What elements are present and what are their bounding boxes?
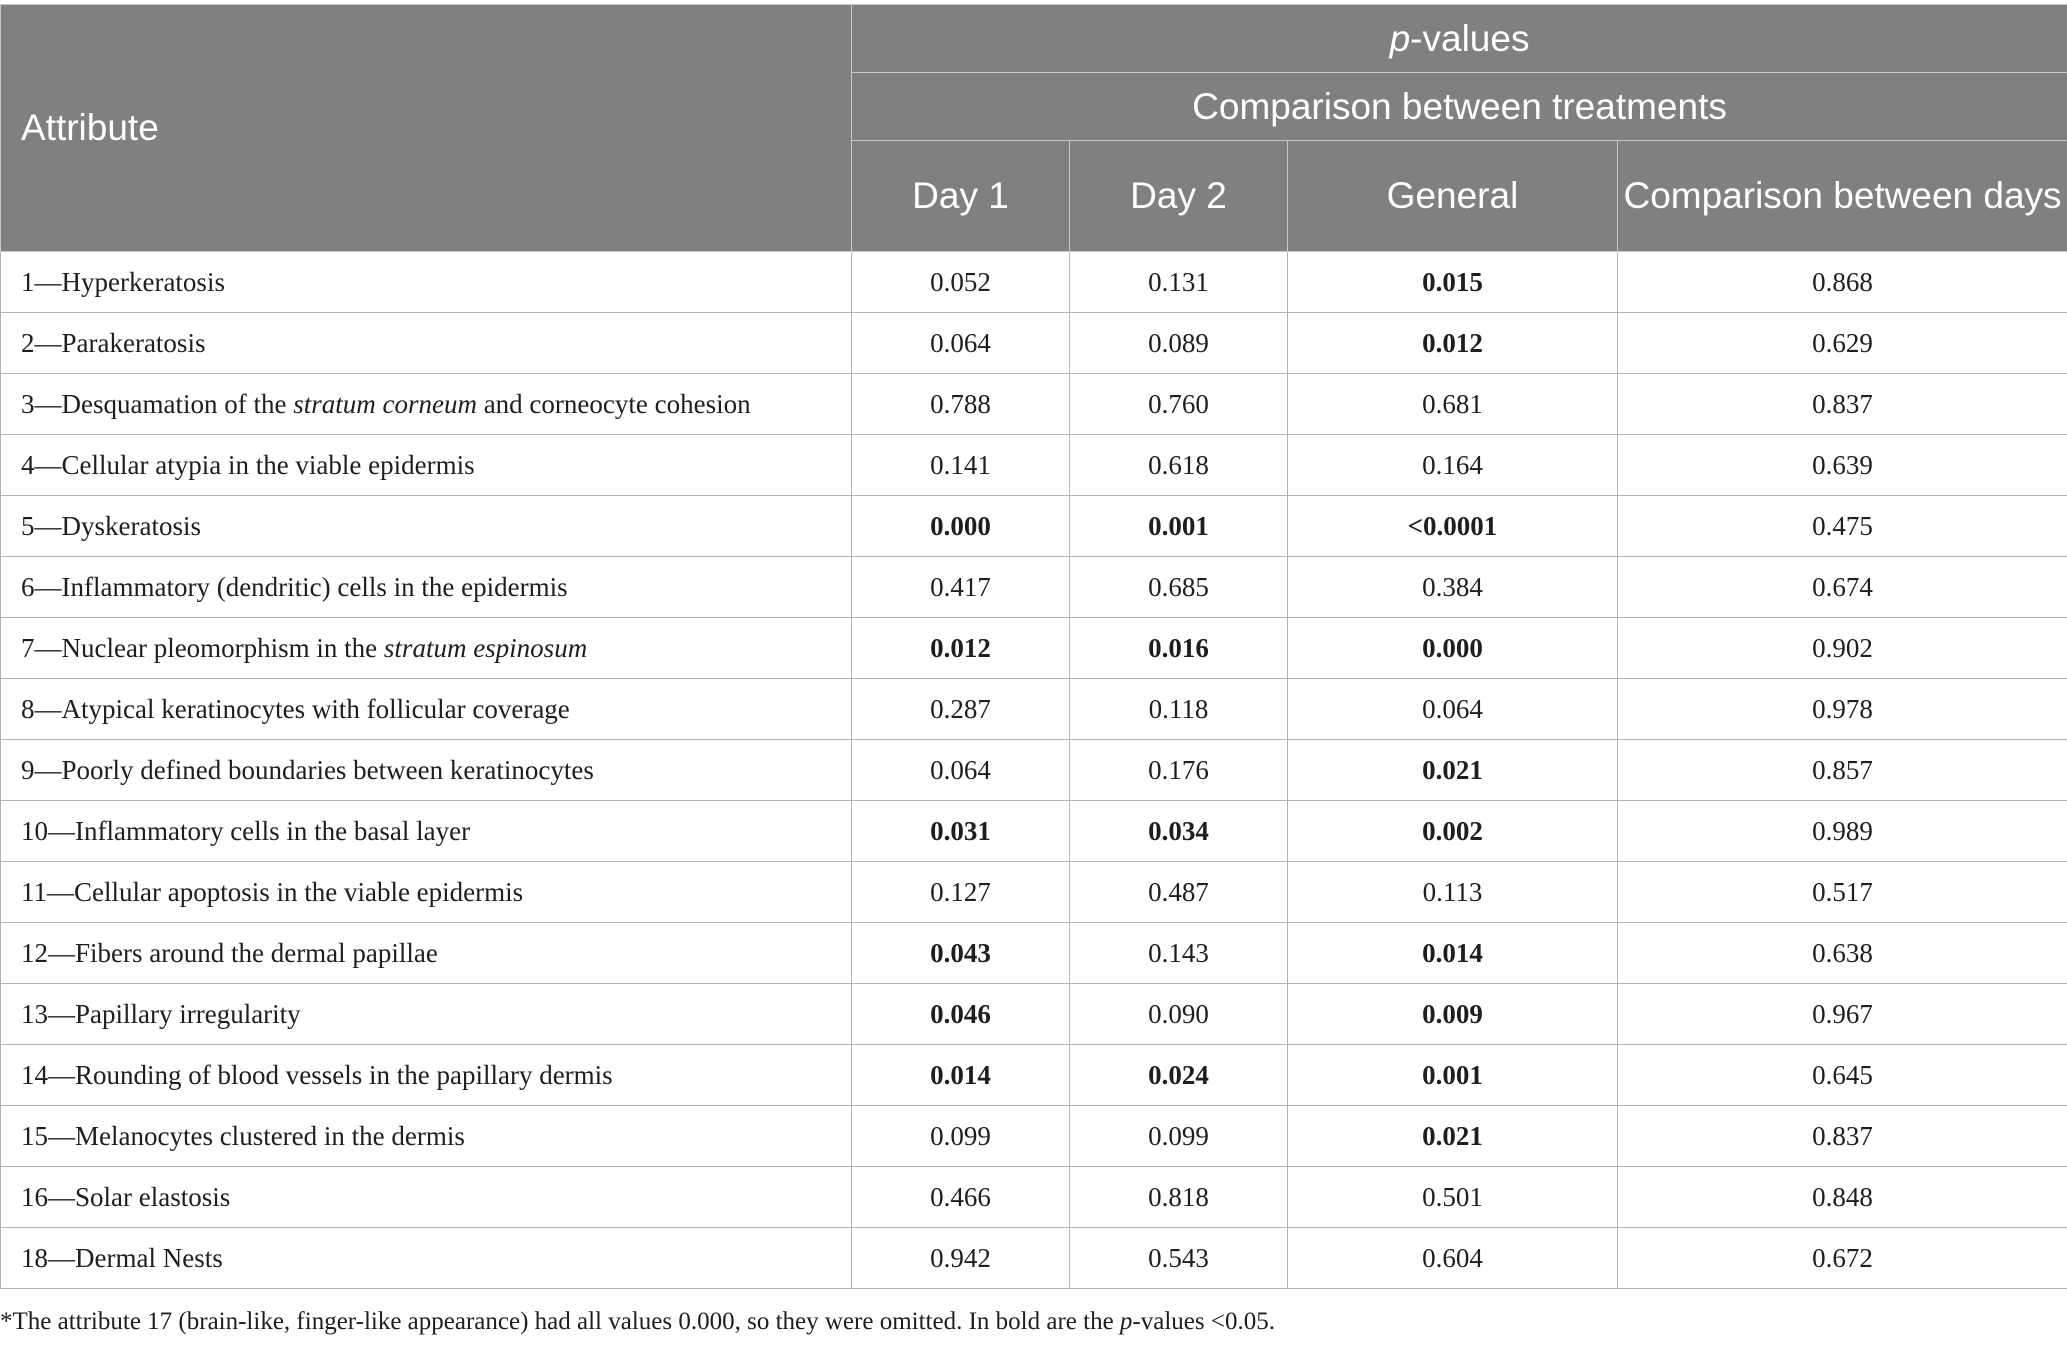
attribute-name xyxy=(1,1167,852,1228)
between-days-value: 0.629 xyxy=(1618,313,2067,374)
attribute-name xyxy=(1,496,852,557)
attribute-italic-term: stratum espinosum xyxy=(383,632,588,663)
attribute-name xyxy=(1,1045,852,1106)
table-row xyxy=(1,740,2067,801)
day2-value: 0.090 xyxy=(1070,984,1288,1045)
attribute-name xyxy=(1,801,852,862)
header-values-suffix: -values xyxy=(1410,17,1530,59)
table-row xyxy=(1,1045,2067,1106)
table-header xyxy=(1,5,2067,252)
between-days-value: 0.837 xyxy=(1618,1106,2067,1167)
attribute-text: 14—Rounding of blood vessels in the papillary dermis xyxy=(21,1059,613,1090)
attribute-italic-term: stratum corneum xyxy=(293,388,477,419)
attribute-text: 18—Dermal Nests xyxy=(21,1242,223,1273)
attribute-text: 7—Nuclear pleomorphism in the xyxy=(21,632,384,663)
between-days-value: 0.475 xyxy=(1618,496,2067,557)
attribute-text: 15—Melanocytes clustered in the dermis xyxy=(21,1120,465,1151)
table-row xyxy=(1,496,2067,557)
header-row-1 xyxy=(1,5,2067,73)
between-days-value: 0.902 xyxy=(1618,618,2067,679)
header-p-values xyxy=(852,5,2067,73)
attribute-text: 13—Papillary irregularity xyxy=(21,998,301,1029)
attribute-name xyxy=(1,252,852,313)
day1-value: 0.031 xyxy=(852,801,1070,862)
day1-value: 0.141 xyxy=(852,435,1070,496)
general-value: 0.064 xyxy=(1288,679,1618,740)
day2-value: 0.131 xyxy=(1070,252,1288,313)
attribute-name xyxy=(1,923,852,984)
day2-value: 0.099 xyxy=(1070,1106,1288,1167)
general-value: 0.604 xyxy=(1288,1228,1618,1289)
day1-value: 0.127 xyxy=(852,862,1070,923)
between-days-value: 0.978 xyxy=(1618,679,2067,740)
day2-value: 0.016 xyxy=(1070,618,1288,679)
day1-value: 0.014 xyxy=(852,1045,1070,1106)
table-row xyxy=(1,862,2067,923)
attribute-name xyxy=(1,557,852,618)
between-days-value: 0.672 xyxy=(1618,1228,2067,1289)
between-days-value: 0.857 xyxy=(1618,740,2067,801)
general-value: 0.001 xyxy=(1288,1045,1618,1106)
p-values-table xyxy=(0,4,2067,1289)
day2-value: 0.118 xyxy=(1070,679,1288,740)
general-value: 0.021 xyxy=(1288,740,1618,801)
day1-value: 0.012 xyxy=(852,618,1070,679)
general-value: 0.014 xyxy=(1288,923,1618,984)
table-row xyxy=(1,252,2067,313)
day2-value: 0.034 xyxy=(1070,801,1288,862)
general-value: 0.000 xyxy=(1288,618,1618,679)
between-days-value: 0.517 xyxy=(1618,862,2067,923)
table-row xyxy=(1,923,2067,984)
table-row xyxy=(1,1228,2067,1289)
attribute-text: 1—Hyperkeratosis xyxy=(21,266,225,297)
footnote xyxy=(0,1308,1275,1336)
footnote-p-letter: p xyxy=(1119,1308,1133,1335)
between-days-value: 0.645 xyxy=(1618,1045,2067,1106)
day2-value: 0.618 xyxy=(1070,435,1288,496)
header-attribute: Attribute xyxy=(1,5,852,252)
header-comparison-treatments: Comparison between treatments xyxy=(852,73,2067,141)
day2-value: 0.143 xyxy=(1070,923,1288,984)
attribute-text: 16—Solar elastosis xyxy=(21,1181,231,1212)
table-row xyxy=(1,374,2067,435)
attribute-text: 4—Cellular atypia in the viable epidermis xyxy=(21,449,475,480)
attribute-name xyxy=(1,679,852,740)
day1-value: 0.466 xyxy=(852,1167,1070,1228)
attribute-name xyxy=(1,1106,852,1167)
table-row xyxy=(1,1167,2067,1228)
general-value: 0.002 xyxy=(1288,801,1618,862)
day1-value: 0.417 xyxy=(852,557,1070,618)
attribute-text-suffix: and corneocyte cohesion xyxy=(476,388,751,419)
day1-value: 0.942 xyxy=(852,1228,1070,1289)
day1-value: 0.064 xyxy=(852,313,1070,374)
table-row xyxy=(1,313,2067,374)
attribute-text: 12—Fibers around the dermal papillae xyxy=(21,937,438,968)
general-value: 0.015 xyxy=(1288,252,1618,313)
attribute-text: 10—Inflammatory cells in the basal layer xyxy=(21,815,471,846)
general-value: 0.384 xyxy=(1288,557,1618,618)
between-days-value: 0.967 xyxy=(1618,984,2067,1045)
general-value: 0.113 xyxy=(1288,862,1618,923)
table-row xyxy=(1,984,2067,1045)
general-value: 0.681 xyxy=(1288,374,1618,435)
between-days-value: 0.989 xyxy=(1618,801,2067,862)
table-row xyxy=(1,618,2067,679)
day2-value: 0.001 xyxy=(1070,496,1288,557)
day2-value: 0.685 xyxy=(1070,557,1288,618)
between-days-value: 0.674 xyxy=(1618,557,2067,618)
header-comparison-days: Comparison between days xyxy=(1618,141,2067,252)
table-container xyxy=(0,4,2067,1289)
table-row xyxy=(1,435,2067,496)
attribute-name xyxy=(1,374,852,435)
attribute-name xyxy=(1,862,852,923)
general-value: <0.0001 xyxy=(1288,496,1618,557)
day2-value: 0.176 xyxy=(1070,740,1288,801)
header-general: General xyxy=(1288,141,1618,252)
attribute-text: 8—Atypical keratinocytes with follicular coverage xyxy=(21,693,570,724)
table-row xyxy=(1,679,2067,740)
table-body xyxy=(1,252,2067,1289)
general-value: 0.021 xyxy=(1288,1106,1618,1167)
attribute-name xyxy=(1,1228,852,1289)
header-day1: Day 1 xyxy=(852,141,1070,252)
footnote-suffix: -values <0.05. xyxy=(1132,1308,1275,1335)
day1-value: 0.064 xyxy=(852,740,1070,801)
day1-value: 0.000 xyxy=(852,496,1070,557)
attribute-name xyxy=(1,618,852,679)
header-p-letter: p xyxy=(1389,17,1411,59)
attribute-text: 9—Poorly defined boundaries between keratinocytes xyxy=(21,754,594,785)
day2-value: 0.760 xyxy=(1070,374,1288,435)
attribute-text: 6—Inflammatory (dendritic) cells in the epidermis xyxy=(21,571,568,602)
day1-value: 0.043 xyxy=(852,923,1070,984)
day1-value: 0.287 xyxy=(852,679,1070,740)
day1-value: 0.099 xyxy=(852,1106,1070,1167)
between-days-value: 0.868 xyxy=(1618,252,2067,313)
attribute-name xyxy=(1,984,852,1045)
day2-value: 0.543 xyxy=(1070,1228,1288,1289)
day2-value: 0.487 xyxy=(1070,862,1288,923)
attribute-name xyxy=(1,740,852,801)
footnote-text: *The attribute 17 (brain-like, finger-like appearance) had all values 0.000, so they were omitted. In bold are the xyxy=(0,1308,1120,1335)
attribute-name xyxy=(1,435,852,496)
day1-value: 0.052 xyxy=(852,252,1070,313)
attribute-text: 2—Parakeratosis xyxy=(21,327,206,358)
general-value: 0.501 xyxy=(1288,1167,1618,1228)
day1-value: 0.046 xyxy=(852,984,1070,1045)
table-row xyxy=(1,1106,2067,1167)
between-days-value: 0.638 xyxy=(1618,923,2067,984)
table-row xyxy=(1,557,2067,618)
day1-value: 0.788 xyxy=(852,374,1070,435)
attribute-text: 11—Cellular apoptosis in the viable epidermis xyxy=(21,876,524,907)
general-value: 0.164 xyxy=(1288,435,1618,496)
general-value: 0.009 xyxy=(1288,984,1618,1045)
attribute-text: 5—Dyskeratosis xyxy=(21,510,201,541)
between-days-value: 0.837 xyxy=(1618,374,2067,435)
attribute-name xyxy=(1,313,852,374)
general-value: 0.012 xyxy=(1288,313,1618,374)
table-row xyxy=(1,801,2067,862)
between-days-value: 0.639 xyxy=(1618,435,2067,496)
day2-value: 0.024 xyxy=(1070,1045,1288,1106)
attribute-text: 3—Desquamation of the xyxy=(21,388,294,419)
day2-value: 0.818 xyxy=(1070,1167,1288,1228)
day2-value: 0.089 xyxy=(1070,313,1288,374)
between-days-value: 0.848 xyxy=(1618,1167,2067,1228)
header-day2: Day 2 xyxy=(1070,141,1288,252)
